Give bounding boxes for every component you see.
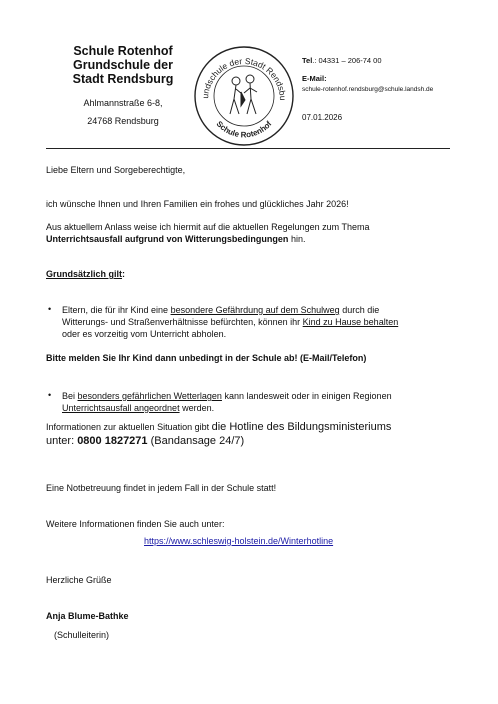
school-name-line-3: Stadt Rendsburg (72, 72, 174, 86)
intro-line-1: Aus aktuellem Anlass weise ich hiermit auf die aktuellen Regelungen zum Thema (46, 222, 370, 232)
signer-name: Anja Blume-Bathke (46, 611, 129, 621)
hotline-paragraph (46, 420, 456, 448)
seal-text-top: undschule der Stadt Rendsbu (199, 55, 289, 101)
hotline-text-c: unter: (46, 435, 78, 447)
signer-role: (Schulleiterin) (54, 630, 110, 640)
bullet-2-text-c: werden. (179, 403, 215, 413)
bullet-dot-icon: • (48, 390, 52, 400)
new-year-wishes: ich wünsche Ihnen und Ihren Familien ein frohes und glückliches Jahr 2026! (46, 199, 349, 209)
contact-phone (302, 56, 382, 65)
bullet-dot-icon: • (48, 304, 52, 314)
bullet-1-text-d: oder es vorzeitig vom Unterricht abholen. (62, 329, 227, 339)
intro-tail: hin. (288, 234, 306, 244)
winterhotline-link[interactable]: https://www.schleswig-holstein.de/Winterhotline (144, 536, 334, 546)
bullet-2-underlined-b: Unterrichtsausfall angeordnet (62, 403, 180, 413)
hotline-text-b: die Hotline des Bildungsministeriums (211, 421, 392, 433)
seal-figures-icon (230, 75, 257, 114)
hotline-text-a: Informationen zur aktuellen Situation gibt (46, 422, 212, 432)
school-name-line-2: Grundschule der (72, 58, 174, 72)
school-seal (192, 44, 296, 148)
letter-date: 07.01.2026 (302, 113, 343, 122)
school-city: 24768 Rendsburg (87, 116, 159, 126)
info-link[interactable] (144, 536, 333, 546)
salutation: Liebe Eltern und Sorgeberechtigte, (46, 165, 186, 175)
bullet-1-text-a: Eltern, die für ihr Kind eine (62, 305, 171, 315)
email-label: E-Mail: (302, 74, 327, 83)
hotline-number: 0800 1827271 (77, 435, 148, 447)
bullet-item-2 (62, 390, 442, 414)
bullet-1-text-c: Witterungs- und Straßenverhältnisse befürchten, können ihr (62, 317, 303, 327)
phone-label: Tel (302, 56, 313, 65)
intro-paragraph (46, 221, 456, 245)
closing: Herzliche Grüße (46, 575, 112, 585)
school-name (48, 44, 198, 86)
email-value: schule-rotenhof.rendsburg@schule.landsh.de (302, 86, 434, 93)
bullet-1-text-b: durch die (339, 305, 380, 315)
bullet-1-underlined-a: besondere Gefährdung auf dem Schulweg (170, 305, 340, 315)
seal-text-bottom: Schule Rotenhof (214, 119, 274, 140)
phone-value: .: 04331 – 206-74 00 (312, 56, 382, 65)
call-to-action: Bitte melden Sie Ihr Kind dann unbedingt in der Schule ab! (E-Mail/Telefon) (46, 353, 367, 363)
more-info: Weitere Informationen finden Sie auch unter: (46, 519, 225, 529)
bullet-2-text-b: kann landesweit oder in einigen Regionen (221, 391, 392, 401)
intro-line-2 (46, 233, 456, 245)
bullet-1-underlined-b: Kind zu Hause behalten (302, 317, 399, 327)
rules-heading-text: Grundsätzlich gilt (46, 269, 123, 279)
school-name-line-1: Schule Rotenhof (73, 44, 173, 58)
svg-text:Schule Rotenhof (215, 119, 274, 139)
emergency-care: Eine Notbetreuung findet in jedem Fall in der Schule statt! (46, 483, 277, 493)
rules-heading-colon: : (122, 269, 126, 279)
rules-heading (46, 268, 456, 280)
hotline-text-d: (Bandansage 24/7) (147, 435, 245, 447)
intro-topic: Unterrichtsausfall aufgrund von Witterungsbedingungen (46, 234, 289, 244)
bullet-2-text-a: Bei (62, 391, 78, 401)
bullet-item-1 (62, 304, 442, 340)
school-street: Ahlmannstraße 6-8, (83, 98, 163, 108)
header-divider (46, 148, 450, 149)
bullet-2-underlined-a: besonders gefährlichen Wetterlagen (77, 391, 222, 401)
